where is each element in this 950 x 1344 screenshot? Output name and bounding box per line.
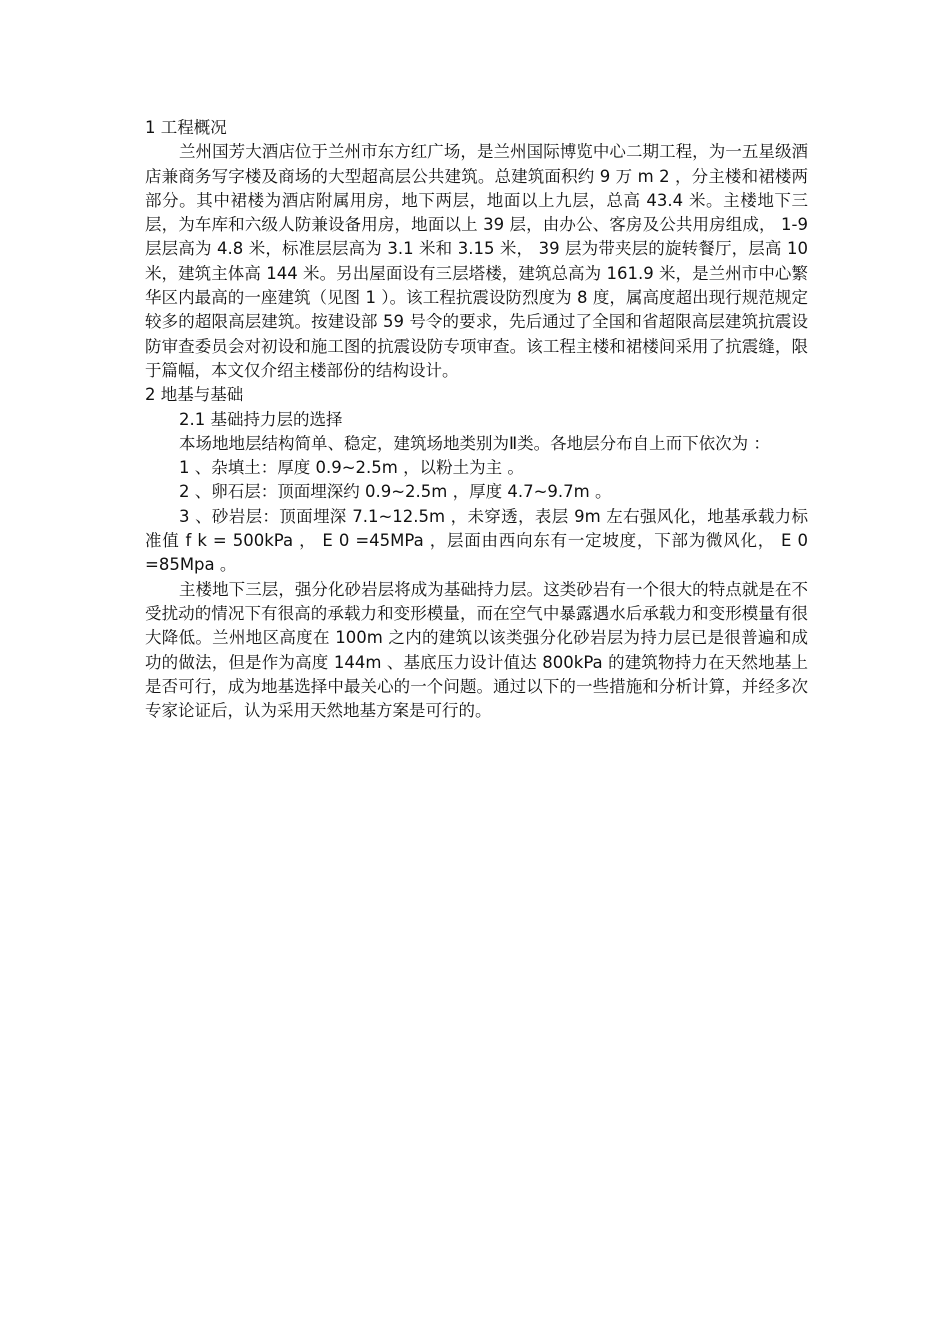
document-page [145,116,808,723]
section-2-heading: 2 地基与基础 [145,385,244,405]
stratum-item-1: 1 、杂填土：厚度 0.9~2.5m ，以粉土为主 。 [179,458,524,478]
stratum-item-3: 3 、砂岩层：顶面埋深 7.1~12.5m ，未穿透，表层 9m 左右强风化，地基承载力标准值 f k = 500kPa ， E 0 =45MPa ，层面由西向东有一定坡度，下部为微风化， E 0 =85Mpa 。 [145,506,808,575]
section-1-paragraph: 兰州国芳大酒店位于兰州市东方红广场，是兰州国际博览中心二期工程，为一五星级酒店兼商务写字楼及商场的大型超高层公共建筑。总建筑面积约 9 万 m 2 ，分主楼和裙楼两部分。其中裙楼为酒店附属用房，地下两层，地面以上九层，总高 43.4 米。主楼地下三层，为车库和六级人防兼设备用房，地面以上 39 层，由办公、客房及公共用房组成， 1-9 层层高为 4.8 米，标准层层高为 3.1 米和 3.15 米， 39 层为带夹层的旋转餐厅，层高 10 米，建筑主体高 144 米。另出屋面设有三层塔楼，建筑总高为 161.9 米，是兰州市中心繁华区内最高的一座建筑（见图 1 ）。该工程抗震设防烈度为 8 度，属高度超出现行规范规定较多的超限高层建筑。按建设部 59 号令的要求，先后通过了全国和省超限高层建筑抗震设防审查委员会对初设和施工图的抗震设防专项审查。该工程主楼和裙楼间采用了抗震缝，限于篇幅，本文仅介绍主楼部份的结构设计。 [145,142,808,380]
section-2-1-intro-paragraph: 本场地地层结构简单、稳定，建筑场地类别为Ⅱ类。各地层分布自上而下依次为 ： [179,433,770,453]
section-2-1-heading: 2.1 基础持力层的选择 [179,409,343,429]
section-2-1-analysis-paragraph: 主楼地下三层，强分化砂岩层将成为基础持力层。这类砂岩有一个很大的特点就是在不受扰动的情况下有很高的承载力和变形模量，而在空气中暴露遇水后承载力和变形模量有很大降低。兰州地区高度在 100m 之内的建筑以该类强分化砂岩层为持力层已是很普遍和成功的做法，但是作为高度 144m 、基底压力设计值达 800kPa 的建筑物持力在天然地基上是否可行，成为地基选择中最关心的一个问题。通过以下的一些措施和分析计算，并经多次专家论证后，认为采用天然地基方案是可行的。 [145,579,808,721]
stratum-item-2: 2 、卵石层：顶面埋深约 0.9~2.5m ，厚度 4.7~9.7m 。 [179,482,612,502]
section-1-heading: 1 工程概况 [145,118,227,137]
